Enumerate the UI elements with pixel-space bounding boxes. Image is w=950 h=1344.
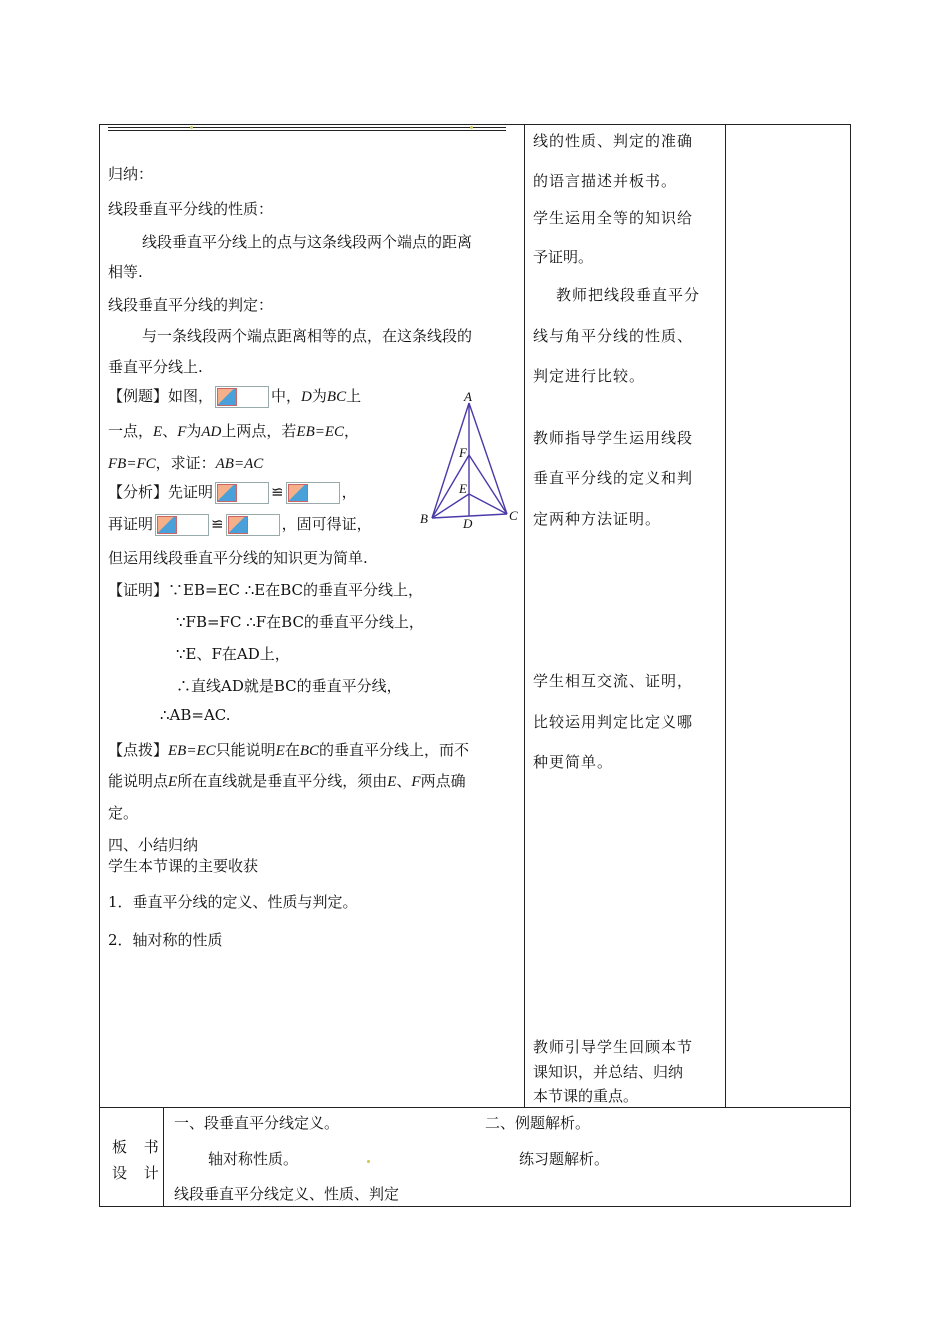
triangle-image — [155, 514, 209, 536]
tip-line-2: 能说明点E所在直线就是垂直平分线，须由E、F两点确 — [108, 772, 466, 790]
middle-line-8: 教师指导学生运用线段 — [533, 429, 694, 447]
analysis-line-1: 【分析】先证明 ≌ ， — [108, 481, 357, 504]
example-line-3: FB=FC，求证：AB=AC — [108, 454, 264, 472]
criterion-body-line-1: 与一条线段两个端点距离相等的点，在这条线段的 — [142, 327, 473, 345]
marker-dot — [367, 1160, 370, 1163]
label-b: B — [420, 511, 428, 526]
label-f: F — [459, 445, 467, 460]
middle-line-10: 定两种方法证明。 — [533, 510, 662, 528]
tip-tag: 【点拨】 — [108, 741, 169, 759]
middle-line-14: 教师引导学生回顾本节 — [533, 1038, 694, 1056]
example-tag: 【例题】 — [108, 387, 169, 405]
middle-line-11: 学生相互交流、证明， — [533, 672, 694, 690]
middle-line-7: 判定进行比较。 — [533, 367, 646, 385]
property-title: 线段垂直平分线的性质： — [108, 200, 274, 218]
column-divider-2 — [725, 124, 726, 1108]
summary-item-2: 2．轴对称的性质 — [108, 931, 223, 949]
middle-line-1: 线的性质、判定的准确 — [533, 132, 694, 150]
proof-tag: 【证明】 — [108, 581, 169, 599]
middle-line-4: 予证明。 — [533, 248, 594, 266]
segment-be — [432, 494, 469, 518]
criterion-title: 线段垂直平分线的判定： — [108, 296, 274, 314]
analysis-tag: 【分析】 — [108, 483, 169, 501]
table-border-right — [850, 124, 851, 1207]
segment-cf — [469, 455, 507, 514]
proof-line-4: ∴直线AD就是BC的垂直平分线， — [176, 677, 402, 695]
tip-line-3: 定。 — [108, 804, 139, 822]
label-d: D — [463, 516, 473, 531]
label-a: A — [464, 389, 472, 404]
analysis-line-2: 再证明 ≌ ，固可得证， — [108, 513, 372, 536]
board-row-1-right: 二、例题解析。 — [485, 1114, 591, 1132]
column-divider-1 — [524, 124, 525, 1108]
middle-line-3: 学生运用全等的知识给 — [533, 209, 694, 227]
example-line-1: 【例题】如图， 中，D为BC上 — [108, 385, 361, 408]
proof-line-1: 【证明】∵EB=EC ∴E在BC的垂直平分线上， — [108, 581, 424, 599]
board-label-line-1: 板 书 — [112, 1138, 165, 1156]
table-border-left — [99, 124, 100, 1207]
board-row-3: 线段垂直平分线定义、性质、判定 — [174, 1185, 400, 1203]
segment-ab — [432, 403, 469, 518]
middle-line-2: 的语言描述并板书。 — [533, 172, 678, 190]
marker-dot — [470, 126, 473, 129]
property-body-line-2: 相等. — [108, 263, 143, 281]
proof-line-5: ∴AB=AC. — [160, 706, 231, 724]
marker-dot — [190, 126, 193, 129]
middle-line-12: 比较运用判定比定义哪 — [533, 713, 694, 731]
label-e: E — [459, 481, 467, 496]
middle-line-16: 本节课的重点。 — [533, 1087, 639, 1105]
summary-title: 四、小结归纳 — [108, 836, 199, 854]
triangle-figure — [415, 388, 525, 533]
board-label-line-2: 设 计 — [112, 1164, 165, 1182]
table-border-top — [99, 124, 851, 125]
property-body-line-1: 线段垂直平分线上的点与这条线段两个端点的距离 — [142, 233, 473, 251]
criterion-body-line-2: 垂直平分线上. — [108, 358, 203, 376]
label-c: C — [509, 508, 518, 523]
triangle-abc-image — [215, 386, 269, 408]
guina-label: 归纳： — [108, 165, 154, 183]
board-label-divider — [163, 1107, 164, 1207]
table-border-bottom — [99, 1206, 851, 1207]
summary-subtitle: 学生本节课的主要收获 — [108, 857, 259, 875]
middle-line-6: 线与角平分线的性质、 — [533, 327, 694, 345]
proof-line-2: ∵FB=FC ∴F在BC的垂直平分线上， — [176, 613, 424, 631]
summary-item-1: 1．垂直平分线的定义、性质与判定。 — [108, 893, 358, 911]
tip-line-1: 【点拨】EB=EC只能说明E在BC的垂直平分线上，而不 — [108, 741, 470, 759]
middle-line-13: 种更简单。 — [533, 753, 614, 771]
example-line-2: 一点，E、F为AD上两点，若EB=EC， — [108, 422, 360, 440]
top-double-line-2 — [108, 130, 506, 131]
middle-line-5: 教师把线段垂直平分 — [556, 286, 701, 304]
analysis-line-3: 但运用线段垂直平分线的知识更为简单. — [108, 549, 368, 567]
middle-line-15: 课知识，并总结、归纳 — [533, 1063, 684, 1081]
middle-line-9: 垂直平分线的定义和判 — [533, 469, 694, 487]
top-double-line-1 — [108, 127, 506, 128]
board-row-1-left: 一、段垂直平分线定义。 — [174, 1114, 340, 1132]
board-row-divider — [99, 1107, 851, 1108]
triangle-image — [226, 514, 280, 536]
board-row-2-right: 练习题解析。 — [519, 1150, 610, 1168]
board-row-2-left: 轴对称性质。 — [208, 1150, 299, 1168]
proof-line-3: ∵E、F在AD上， — [176, 645, 290, 663]
triangle-image — [286, 482, 340, 504]
triangle-image — [215, 482, 269, 504]
